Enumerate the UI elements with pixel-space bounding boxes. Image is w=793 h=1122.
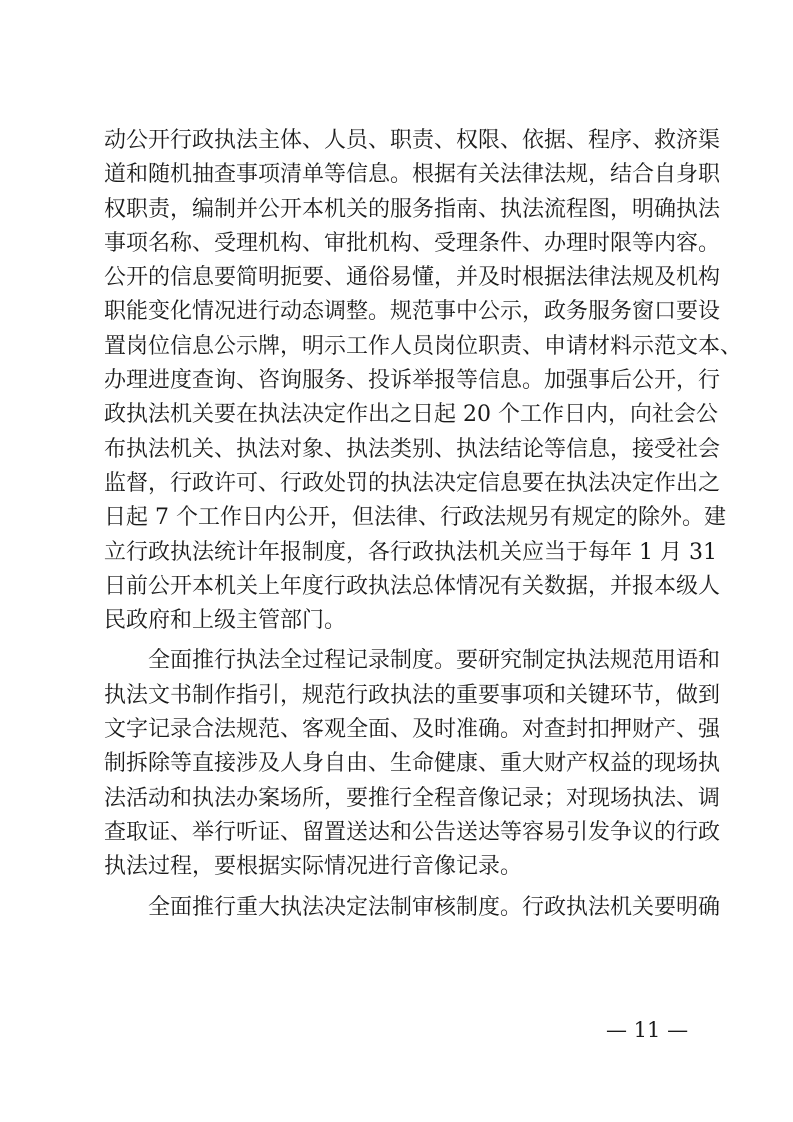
text-line: 民政府和上级主管部门。 (104, 608, 347, 634)
text-line: 公开的信息要简明扼要、通俗易懂，并及时根据法律法规及机构 (104, 265, 721, 291)
text-line: 立行政执法统计年报制度，各行政执法机关应当于每年 1 月 31 (104, 539, 717, 565)
text-line: 事项名称、受理机构、审批机构、受理条件、办理时限等内容。 (104, 230, 721, 256)
paragraph-2 (104, 644, 721, 884)
page-number: — 11 — (606, 1018, 689, 1042)
text-line: 日起 7 个工作日内公开，但法律、行政法规另有规定的除外。建 (104, 505, 726, 531)
text-line: 执法文书制作指引，规范行政执法的重要事项和关键环节，做到 (104, 682, 721, 708)
text-line: 权职责，编制并公开本机关的服务指南、执法流程图，明确执法 (104, 196, 721, 222)
text-line: 道和随机抽查事项清单等信息。根据有关法律法规，结合自身职 (104, 162, 721, 188)
text-line: 全面推行重大执法决定法制审核制度。行政执法机关要明确 (148, 894, 721, 920)
text-line: 监督，行政许可、行政处罚的执法决定信息要在执法决定作出之 (104, 470, 721, 496)
document-body (104, 124, 743, 925)
text-line: 文字记录合法规范、客观全面、及时准确。对查封扣押财产、强 (104, 717, 721, 743)
text-line: 法活动和执法办案场所，要推行全程音像记录；对现场执法、调 (104, 785, 721, 811)
text-line: 职能变化情况进行动态调整。规范事中公示，政务服务窗口要设 (104, 299, 721, 325)
text-line: 查取证、举行听证、留置送达和公告送达等容易引发争议的行政 (104, 819, 721, 845)
text-line: 置岗位信息公示牌，明示工作人员岗位职责、申请材料示范文本、 (104, 333, 743, 359)
text-line: 政执法机关要在执法决定作出之日起 20 个工作日内，向社会公 (104, 402, 718, 428)
text-line: 执法过程，要根据实际情况进行音像记录。 (104, 854, 523, 880)
text-line: 动公开行政执法主体、人员、职责、权限、依据、程序、救济渠 (104, 128, 721, 153)
text-line: 办理进度查询、咨询服务、投诉举报等信息。加强事后公开，行 (104, 368, 721, 394)
paragraph-3 (104, 891, 721, 925)
text-line: 全面推行执法全过程记录制度。要研究制定执法规范用语和 (148, 648, 721, 674)
text-line: 制拆除等直接涉及人身自由、生命健康、重大财产权益的现场执 (104, 751, 721, 777)
text-line: 布执法机关、执法对象、执法类别、执法结论等信息，接受社会 (104, 436, 721, 462)
paragraph-1 (104, 124, 743, 638)
text-line: 日前公开本机关上年度行政执法总体情况有关数据，并报本级人 (104, 573, 721, 599)
